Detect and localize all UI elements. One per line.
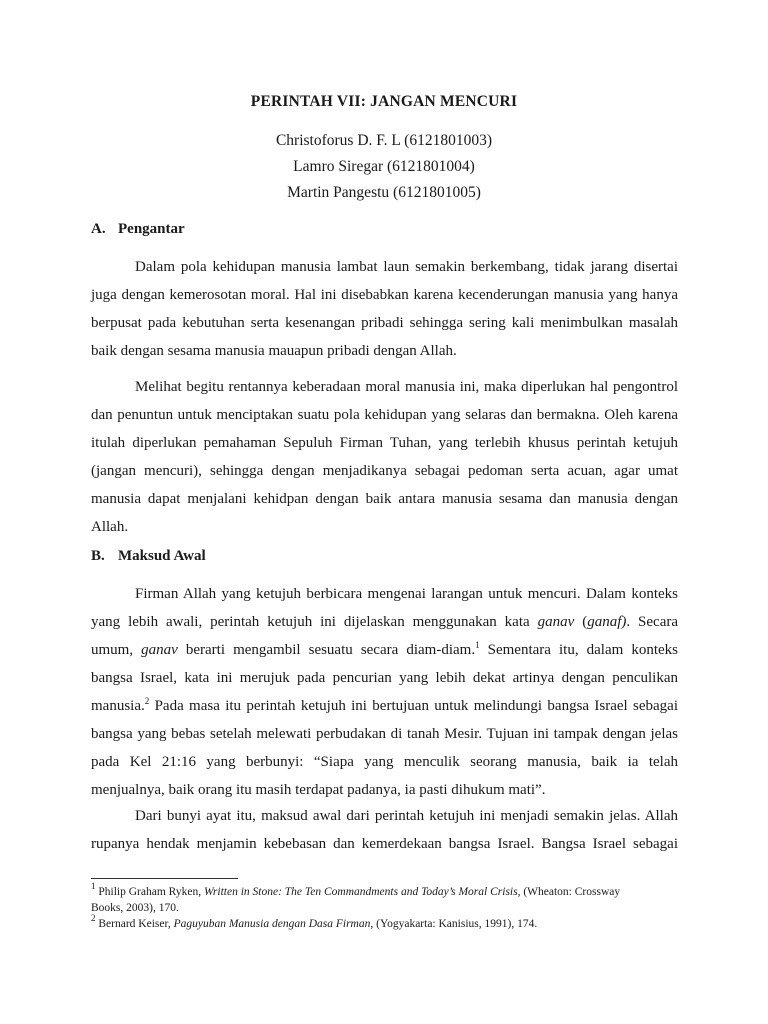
italic-term: ganav [537, 614, 575, 630]
footnote-number: 1 [91, 881, 96, 891]
page-title: PERINTAH VII: JANGAN MENCURI [250, 93, 518, 110]
text-run: . Secara [626, 614, 678, 630]
paragraph-line [91, 692, 678, 720]
paragraph-line: Dari bunyi ayat itu, maksud awal dari perintah ketujuh ini menjadi semakin jelas. Allah [135, 808, 678, 824]
paragraph-line: Firman Allah yang ketujuh berbicara mengenai larangan untuk mencuri. Dalam konteks [135, 586, 678, 602]
paragraph-line: itulah diperlukan pemahaman Sepuluh Firman Tuhan, yang terlebih khusus perintah ketujuh [91, 435, 678, 451]
paragraph-intro-2 [91, 373, 678, 541]
paragraph-line: pada Kel 21:16 yang berbunyi: “Siapa yang menculik seorang manusia, baik ia telah [91, 754, 678, 770]
section-letter: A. [91, 221, 106, 237]
paragraph-line [91, 608, 678, 636]
text-run: Philip Graham Ryken, [95, 886, 204, 898]
text-run: Sementara itu, dalam konteks [479, 642, 678, 658]
text-run: berarti mengambil sesuatu secara diam-diam. [177, 642, 476, 658]
paragraph-maksud-2 [91, 802, 678, 858]
section-letter: B. [91, 548, 105, 564]
text-run: manusia. [91, 698, 145, 714]
text-run: Pada masa itu perintah ketujuh ini bertujuan untuk melindungi bangsa Israel sebagai [149, 698, 678, 714]
footnote-ref-2[interactable]: 2 [144, 696, 150, 706]
text-run: Bernard Keiser, [95, 918, 174, 930]
paragraph-line: (jangan mencuri), sehingga dengan menjadikanya sebagai pedoman serta acuan, agar umat [91, 463, 678, 479]
paragraph-line: bangsa yang bebas setelah melewati perbudakan di tanah Mesir. Tujuan ini tampak dengan jelas [91, 726, 678, 742]
paragraph-line [91, 636, 678, 664]
paragraph-intro-1 [91, 253, 678, 365]
paragraph-line: menjualnya, baik orang itu masih terdapat padanya, ia pasti dihukum mati”. [91, 782, 546, 798]
paragraph-line: rupanya hendak menjamin kebebasan dan kemerdekaan bangsa Israel. Bangsa Israel sebagai [91, 836, 678, 852]
footnote-line: Books, 2003), 170. [91, 902, 179, 914]
italic-term: ganaf) [587, 614, 627, 630]
footnote-number: 2 [91, 913, 96, 923]
paragraph-line: Melihat begitu rentannya keberadaan moral manusia ini, maka diperlukan hal pengontrol [135, 379, 678, 395]
author-list [0, 128, 768, 206]
text-run: , (Wheaton: Crossway [517, 886, 621, 898]
italic-term: ganav [141, 642, 178, 658]
footnote-1 [91, 881, 681, 916]
text-run: ( [574, 614, 588, 630]
section-title: Pengantar [118, 221, 185, 237]
section-heading-a [91, 221, 185, 238]
book-title: Paguyuban Manusia dengan Dasa Firman [173, 918, 371, 930]
paragraph-line: manusia dapat menjalani kehidpan dengan baik antara manusia sesama dan manusia dengan [91, 491, 678, 507]
section-title: Maksud Awal [118, 548, 206, 564]
paragraph-line: dan penuntun untuk menciptakan suatu pola kehidupan yang selaras dan bermakna. Oleh karena [91, 407, 678, 423]
footnote-divider [91, 878, 238, 879]
text-run: umum, [91, 642, 142, 658]
paragraph-line: juga dengan kemerosotan moral. Hal ini disebabkan karena kecenderungan manusia yang hanya [91, 287, 678, 303]
text-run: , (Yogyakarta: Kanisius, 1991), 174. [370, 918, 538, 930]
paragraph-line: Dalam pola kehidupan manusia lambat laun semakin berkembang, tidak jarang disertai [135, 259, 678, 275]
footnote-2 [91, 913, 681, 932]
paragraph-maksud-1 [91, 580, 678, 804]
author-1: Christoforus D. F. L (6121801003) [275, 132, 493, 149]
footnote-ref-1[interactable]: 1 [475, 640, 480, 650]
paragraph-line: bangsa Israel, kata ini merujuk pada pencurian yang lebih dekat artinya dengan penculikan [91, 670, 678, 686]
paragraph-line: berpusat pada kebutuhan serta kesenangan pribadi sehingga sering kali menimbulkan masalah [91, 315, 678, 331]
footnote-line [91, 881, 681, 900]
author-3: Martin Pangestu (6121801005) [287, 184, 481, 201]
footnote-line [91, 913, 681, 932]
author-2: Lamro Siregar (6121801004) [293, 158, 475, 175]
book-title: Written in Stone: The Ten Commandments and Today’s Moral Crisis [203, 886, 518, 898]
paragraph-line: baik dengan sesama manusia mauapun pribadi dengan Allah. [91, 343, 457, 359]
text-run: yang lebih awali, perintah ketujuh ini dijelaskan menggunakan kata [91, 614, 538, 630]
section-heading-b [91, 548, 206, 565]
paragraph-line: Allah. [91, 519, 129, 535]
